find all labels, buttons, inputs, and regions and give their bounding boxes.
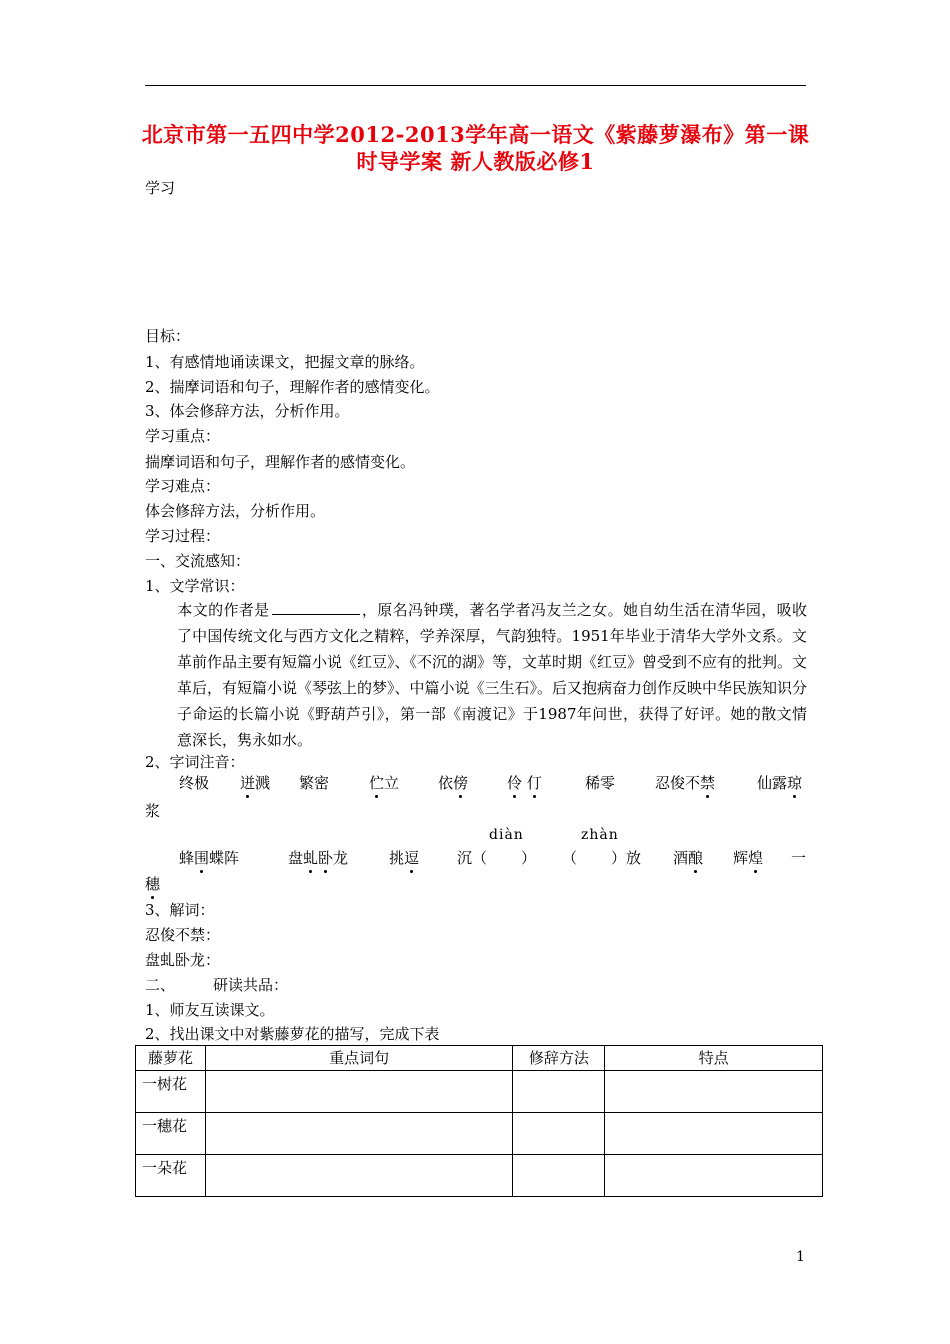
vocab-item: 盘虬卧龙： [145, 951, 221, 969]
flower-analysis-table [135, 1045, 823, 1197]
pron-word: 伫立 [369, 774, 400, 792]
part2-item: 1、师友互读课文。 [145, 1001, 275, 1019]
pron-blank-left: 沉（ [457, 849, 488, 867]
pron-word-wrap: 浆 [145, 802, 161, 820]
table-cell-blank[interactable] [513, 1113, 605, 1155]
pron-word: ）放 [611, 849, 642, 867]
part2-title: 研读共品： [213, 976, 289, 994]
table-cell: 一朵花 [136, 1155, 206, 1197]
vocab-item: 忍俊不禁： [145, 926, 221, 944]
pron-word: 盘虬卧龙 [288, 849, 349, 867]
table-cell: 一穗花 [136, 1113, 206, 1155]
pron-word: 挑逗 [389, 849, 420, 867]
pron-word: 忍俊不禁 [655, 774, 716, 792]
table-header: 重点词句 [205, 1046, 513, 1071]
table-header: 藤萝花 [136, 1046, 206, 1071]
process-heading: 学习过程： [145, 527, 221, 545]
table-cell-blank[interactable] [513, 1155, 605, 1197]
pron-word-wrap: 穗 [145, 875, 161, 893]
pron-word: 依傍 [438, 774, 469, 792]
table-cell-blank[interactable] [605, 1071, 823, 1113]
difficulty-text: 体会修辞方法，分析作用。 [145, 502, 326, 520]
pron-word: 伶 仃 [507, 774, 542, 792]
table-cell-blank[interactable] [205, 1071, 513, 1113]
literature-text-before: 本文的作者是 [177, 601, 270, 619]
part2-heading: 二、 [145, 976, 176, 994]
document-title: 北京市第一五四中学2012-2013学年高一语文《紫藤萝瀑布》第一课时导学案 新人教版必修1 [141, 122, 810, 174]
pron-word: 迸溅 [240, 774, 271, 792]
table-cell-blank[interactable] [605, 1155, 823, 1197]
part1-heading: 一、交流感知： [145, 552, 251, 570]
table-cell-blank[interactable] [205, 1155, 513, 1197]
table-row [136, 1155, 823, 1197]
goal-item: 3、体会修辞方法，分析作用。 [145, 402, 350, 420]
pron-word: 蜂围蝶阵 [179, 849, 240, 867]
literature-heading: 1、文学常识： [145, 577, 245, 595]
pron-word: 一 [791, 849, 807, 867]
page-number: 1 [796, 1249, 805, 1265]
section-label: 学习 [145, 179, 176, 197]
goals-heading: 目标： [145, 327, 191, 345]
table-row [136, 1071, 823, 1113]
part2-item: 2、找出课文中对紫藤萝花的描写，完成下表 [145, 1025, 440, 1043]
table-row [136, 1113, 823, 1155]
pinyin-label: zhàn [581, 827, 619, 843]
header-rule [145, 85, 806, 86]
pron-word: 繁密 [299, 774, 330, 792]
key-heading: 学习重点： [145, 427, 221, 445]
table-header: 特点 [605, 1046, 823, 1071]
table-cell-blank[interactable] [605, 1113, 823, 1155]
table-header: 修辞方法 [513, 1046, 605, 1071]
literature-text-after: ，原名冯钟璞，著名学者冯友兰之女。她自幼生活在清华园，吸收了中国传统文化与西方文化之精粹，学养深厚，气韵独特。1951年毕业于清华大学外文系。文革前作品主要有短篇小说《红豆》、《不沉的湖》等，文革时期《红豆》曾受到不应有的批判。文革后，有短篇小说《琴弦上的梦》、中篇小说《三生石》。后又抱病奋力创作反映中华民族知识分子命运的长篇小说《野葫芦引》，第一部《南渡记》于1987年问世，获得了好评。她的散文情意深长，隽永如水。 [177, 601, 808, 749]
table-cell-blank[interactable] [513, 1071, 605, 1113]
pron-word: 酒酿 [673, 849, 704, 867]
table-cell: 一树花 [136, 1071, 206, 1113]
goal-item: 2、揣摩词语和句子，理解作者的感情变化。 [145, 378, 440, 396]
pron-word: 终极 [179, 774, 210, 792]
pron-word: 辉煌 [733, 849, 764, 867]
pron-word: 仙露琼 [757, 774, 803, 792]
pronunciation-heading: 2、字词注音： [145, 753, 245, 771]
vocab-heading: 3、解词： [145, 901, 215, 919]
pron-word: 稀零 [585, 774, 616, 792]
table-header-row [136, 1046, 823, 1071]
key-text: 揣摩词语和句子，理解作者的感情变化。 [145, 453, 416, 471]
goal-item: 1、有感情地诵读课文，把握文章的脉络。 [145, 353, 425, 371]
table-cell-blank[interactable] [205, 1113, 513, 1155]
pron-blank-right: ） [521, 849, 537, 867]
pinyin-label: diàn [489, 827, 524, 843]
author-blank[interactable] [272, 600, 360, 615]
difficulty-heading: 学习难点： [145, 477, 221, 495]
literature-paragraph [177, 597, 807, 753]
pron-blank-left: （ [562, 849, 578, 867]
